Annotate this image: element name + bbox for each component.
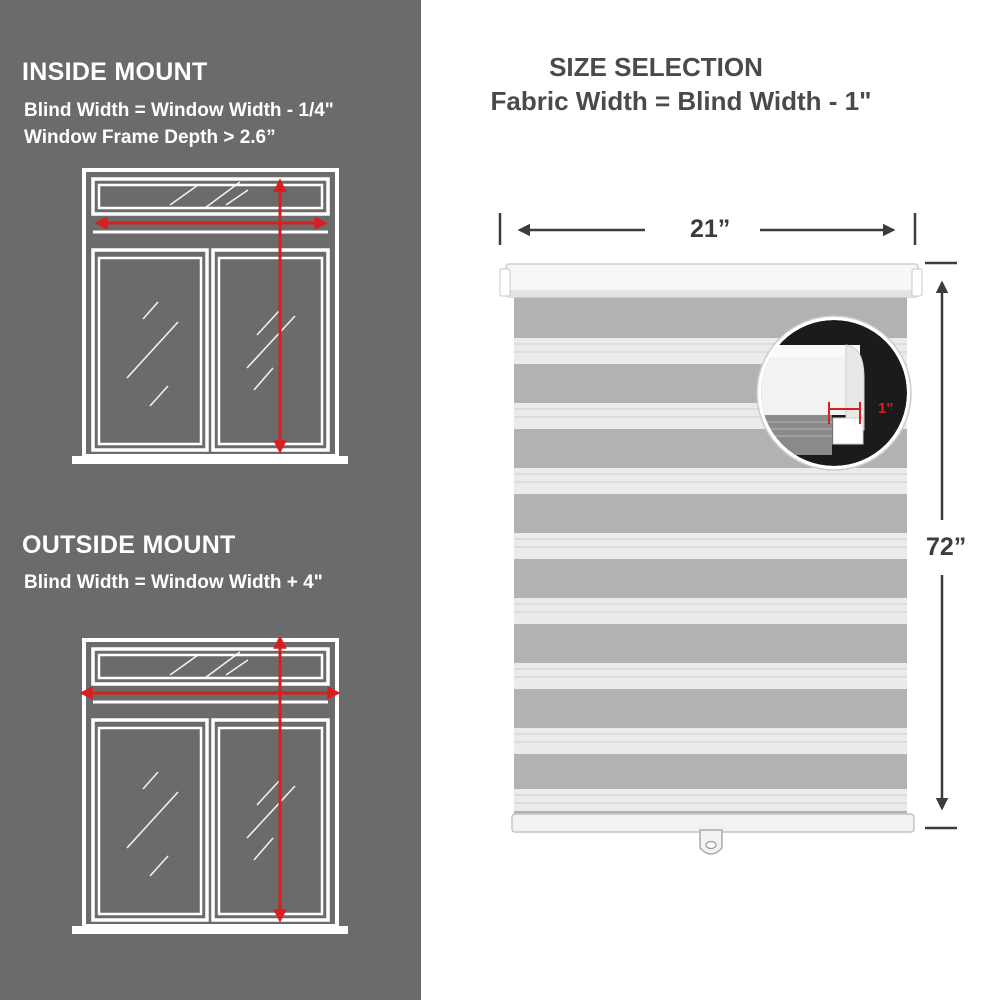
size-selection-title: SIZE SELECTION <box>549 52 763 82</box>
inside-mount-title: INSIDE MOUNT <box>22 58 208 86</box>
outside-window-sill <box>72 926 348 934</box>
outside-mount-window <box>84 640 337 926</box>
inside-mount-width-rule: Blind Width = Window Width - 1/4" <box>24 100 334 121</box>
height-label: 72” <box>926 533 967 561</box>
width-label: 21” <box>690 215 731 243</box>
fabric-width-formula: Fabric Width = Blind Width - 1" <box>490 86 872 116</box>
inside-window-sill <box>72 456 348 464</box>
outside-mount-title: OUTSIDE MOUNT <box>22 531 236 559</box>
outside-mount-width-rule: Blind Width = Window Width + 4" <box>24 572 323 593</box>
inside-mount-window <box>84 170 337 456</box>
inset-label: 1" <box>878 400 894 417</box>
inside-mount-depth-rule: Window Frame Depth > 2.6” <box>24 127 276 148</box>
